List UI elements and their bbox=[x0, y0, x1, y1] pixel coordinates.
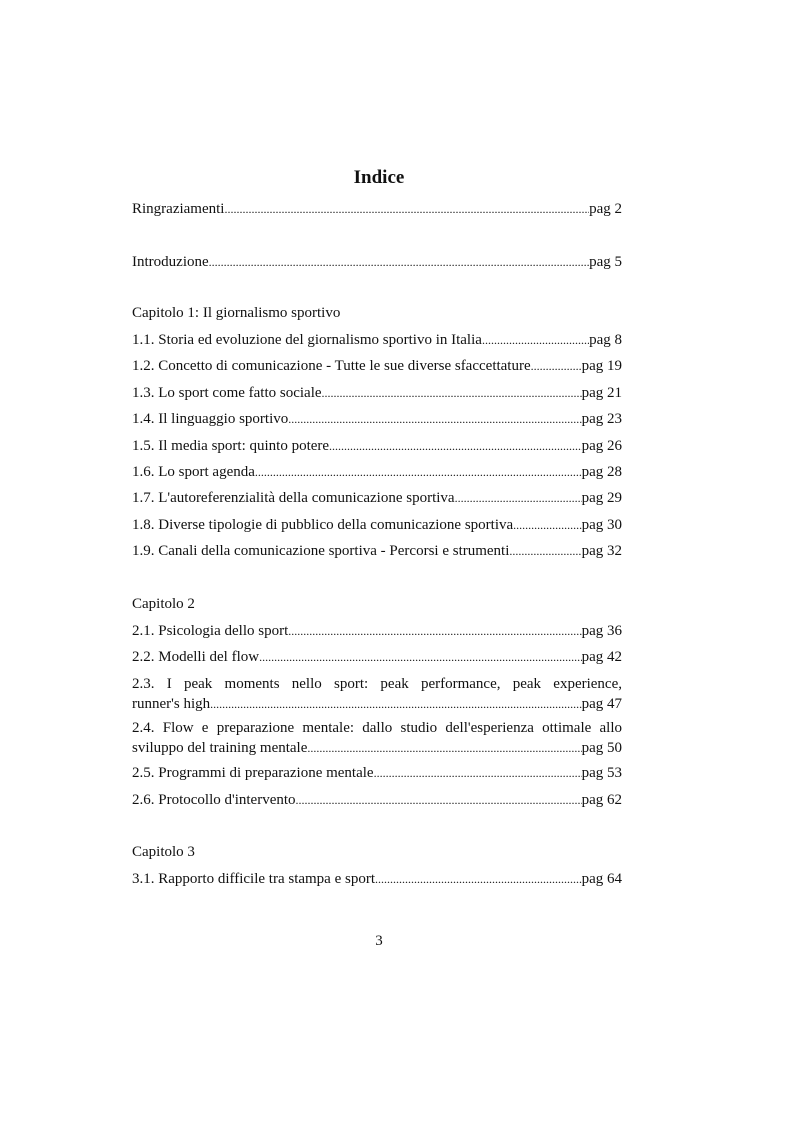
dot-leader bbox=[375, 869, 582, 889]
toc-entry bbox=[132, 621, 622, 641]
toc-entry-page: pag 47 bbox=[581, 696, 622, 712]
toc-entry-label: 2.1. Psicologia dello sport bbox=[132, 623, 289, 639]
toc-entry bbox=[132, 409, 622, 429]
dot-leader bbox=[374, 763, 582, 783]
toc-entry-last-line bbox=[132, 738, 622, 758]
toc-entry bbox=[132, 383, 622, 403]
toc-entry-page: pag 62 bbox=[581, 792, 622, 808]
toc-entry-ringraziamenti bbox=[132, 199, 622, 219]
dot-leader bbox=[509, 541, 581, 561]
dot-leader bbox=[307, 738, 581, 758]
toc-entry-page: pag 29 bbox=[581, 490, 622, 506]
toc-entry-label: 1.5. Il media sport: quinto potere bbox=[132, 438, 330, 454]
toc-entry-label: 1.2. Concetto di comunicazione - Tutte le sue diverse sfaccettature bbox=[132, 358, 531, 374]
toc-entry-label: 2.6. Protocollo d'intervento bbox=[132, 792, 296, 808]
dot-leader bbox=[288, 621, 581, 641]
toc-entry-label: 2.5. Programmi di preparazione mentale bbox=[132, 765, 374, 781]
toc-entry bbox=[132, 436, 622, 456]
toc-entry-first-line: 2.4. Flow e preparazione mentale: dallo studio dell'esperienza ottimale allo bbox=[132, 720, 622, 736]
toc-entry-page: pag 32 bbox=[581, 543, 622, 559]
toc-entry-page: pag 28 bbox=[581, 464, 622, 480]
toc-entry-label: 2.2. Modelli del flow bbox=[132, 649, 260, 665]
chapter-2-heading: Capitolo 2 bbox=[132, 596, 195, 612]
toc-entry-page: pag 5 bbox=[589, 254, 622, 270]
dot-leader bbox=[322, 383, 582, 403]
toc-entry-label: 1.9. Canali della comunicazione sportiva - Percorsi e strumenti bbox=[132, 543, 510, 559]
chapter-3-heading: Capitolo 3 bbox=[132, 844, 195, 860]
toc-entry-label: runner's high bbox=[132, 696, 211, 712]
toc-entry-multiline bbox=[132, 718, 622, 758]
dot-leader bbox=[210, 694, 581, 714]
dot-leader bbox=[455, 488, 582, 508]
toc-entry-page: pag 64 bbox=[581, 871, 622, 887]
toc-entry bbox=[132, 790, 622, 810]
toc-entry-page: pag 8 bbox=[589, 332, 622, 348]
toc-entry-last-line bbox=[132, 694, 622, 714]
toc-entry bbox=[132, 647, 622, 667]
toc-entry-label: Introduzione bbox=[132, 254, 209, 270]
toc-entry-label: 1.4. Il linguaggio sportivo bbox=[132, 411, 289, 427]
dot-leader bbox=[224, 199, 589, 219]
toc-entry-introduzione bbox=[132, 252, 622, 272]
toc-entry-page: pag 26 bbox=[581, 438, 622, 454]
dot-leader bbox=[288, 409, 581, 429]
dot-leader bbox=[255, 462, 582, 482]
dot-leader bbox=[259, 647, 582, 667]
toc-entry-page: pag 23 bbox=[581, 411, 622, 427]
toc-entry-label: 1.3. Lo sport come fatto sociale bbox=[132, 385, 322, 401]
toc-entry-label: 1.7. L'autoreferenzialità della comunicazione sportiva bbox=[132, 490, 455, 506]
toc-entry-label: 1.1. Storia ed evoluzione del giornalismo sportivo in Italia bbox=[132, 332, 482, 348]
toc-entry-page: pag 36 bbox=[581, 623, 622, 639]
toc-entry-page: pag 50 bbox=[581, 740, 622, 756]
dot-leader bbox=[513, 515, 581, 535]
toc-entry bbox=[132, 330, 622, 350]
page-number: 3 bbox=[375, 933, 383, 949]
toc-entry-page: pag 42 bbox=[581, 649, 622, 665]
toc-entry-page: pag 21 bbox=[581, 385, 622, 401]
dot-leader bbox=[209, 252, 589, 272]
toc-entry-label: 1.6. Lo sport agenda bbox=[132, 464, 255, 480]
toc-entry bbox=[132, 356, 622, 376]
page-title: Indice bbox=[353, 167, 405, 188]
toc-entry bbox=[132, 869, 622, 889]
toc-entry-first-line: 2.3. I peak moments nello sport: peak performance, peak experience, bbox=[132, 676, 622, 692]
toc-entry-label: Ringraziamenti bbox=[132, 201, 225, 217]
chapter-1-heading: Capitolo 1: Il giornalismo sportivo bbox=[132, 305, 341, 321]
toc-entry-page: pag 2 bbox=[589, 201, 622, 217]
toc-entry-multiline bbox=[132, 674, 622, 714]
toc-entry-page: pag 19 bbox=[581, 358, 622, 374]
toc-entry bbox=[132, 541, 622, 561]
toc-entry-label: sviluppo del training mentale bbox=[132, 740, 308, 756]
toc-entry bbox=[132, 763, 622, 783]
toc-entry bbox=[132, 488, 622, 508]
toc-entry bbox=[132, 462, 622, 482]
dot-leader bbox=[329, 436, 582, 456]
toc-entry-page: pag 30 bbox=[581, 517, 622, 533]
dot-leader bbox=[296, 790, 582, 810]
dot-leader bbox=[531, 356, 582, 376]
toc-entry-label: 3.1. Rapporto difficile tra stampa e sport bbox=[132, 871, 375, 887]
toc-entry-page: pag 53 bbox=[581, 765, 622, 781]
toc-entry bbox=[132, 515, 622, 535]
toc-entry-label: 1.8. Diverse tipologie di pubblico della comunicazione sportiva bbox=[132, 517, 514, 533]
dot-leader bbox=[482, 330, 589, 350]
